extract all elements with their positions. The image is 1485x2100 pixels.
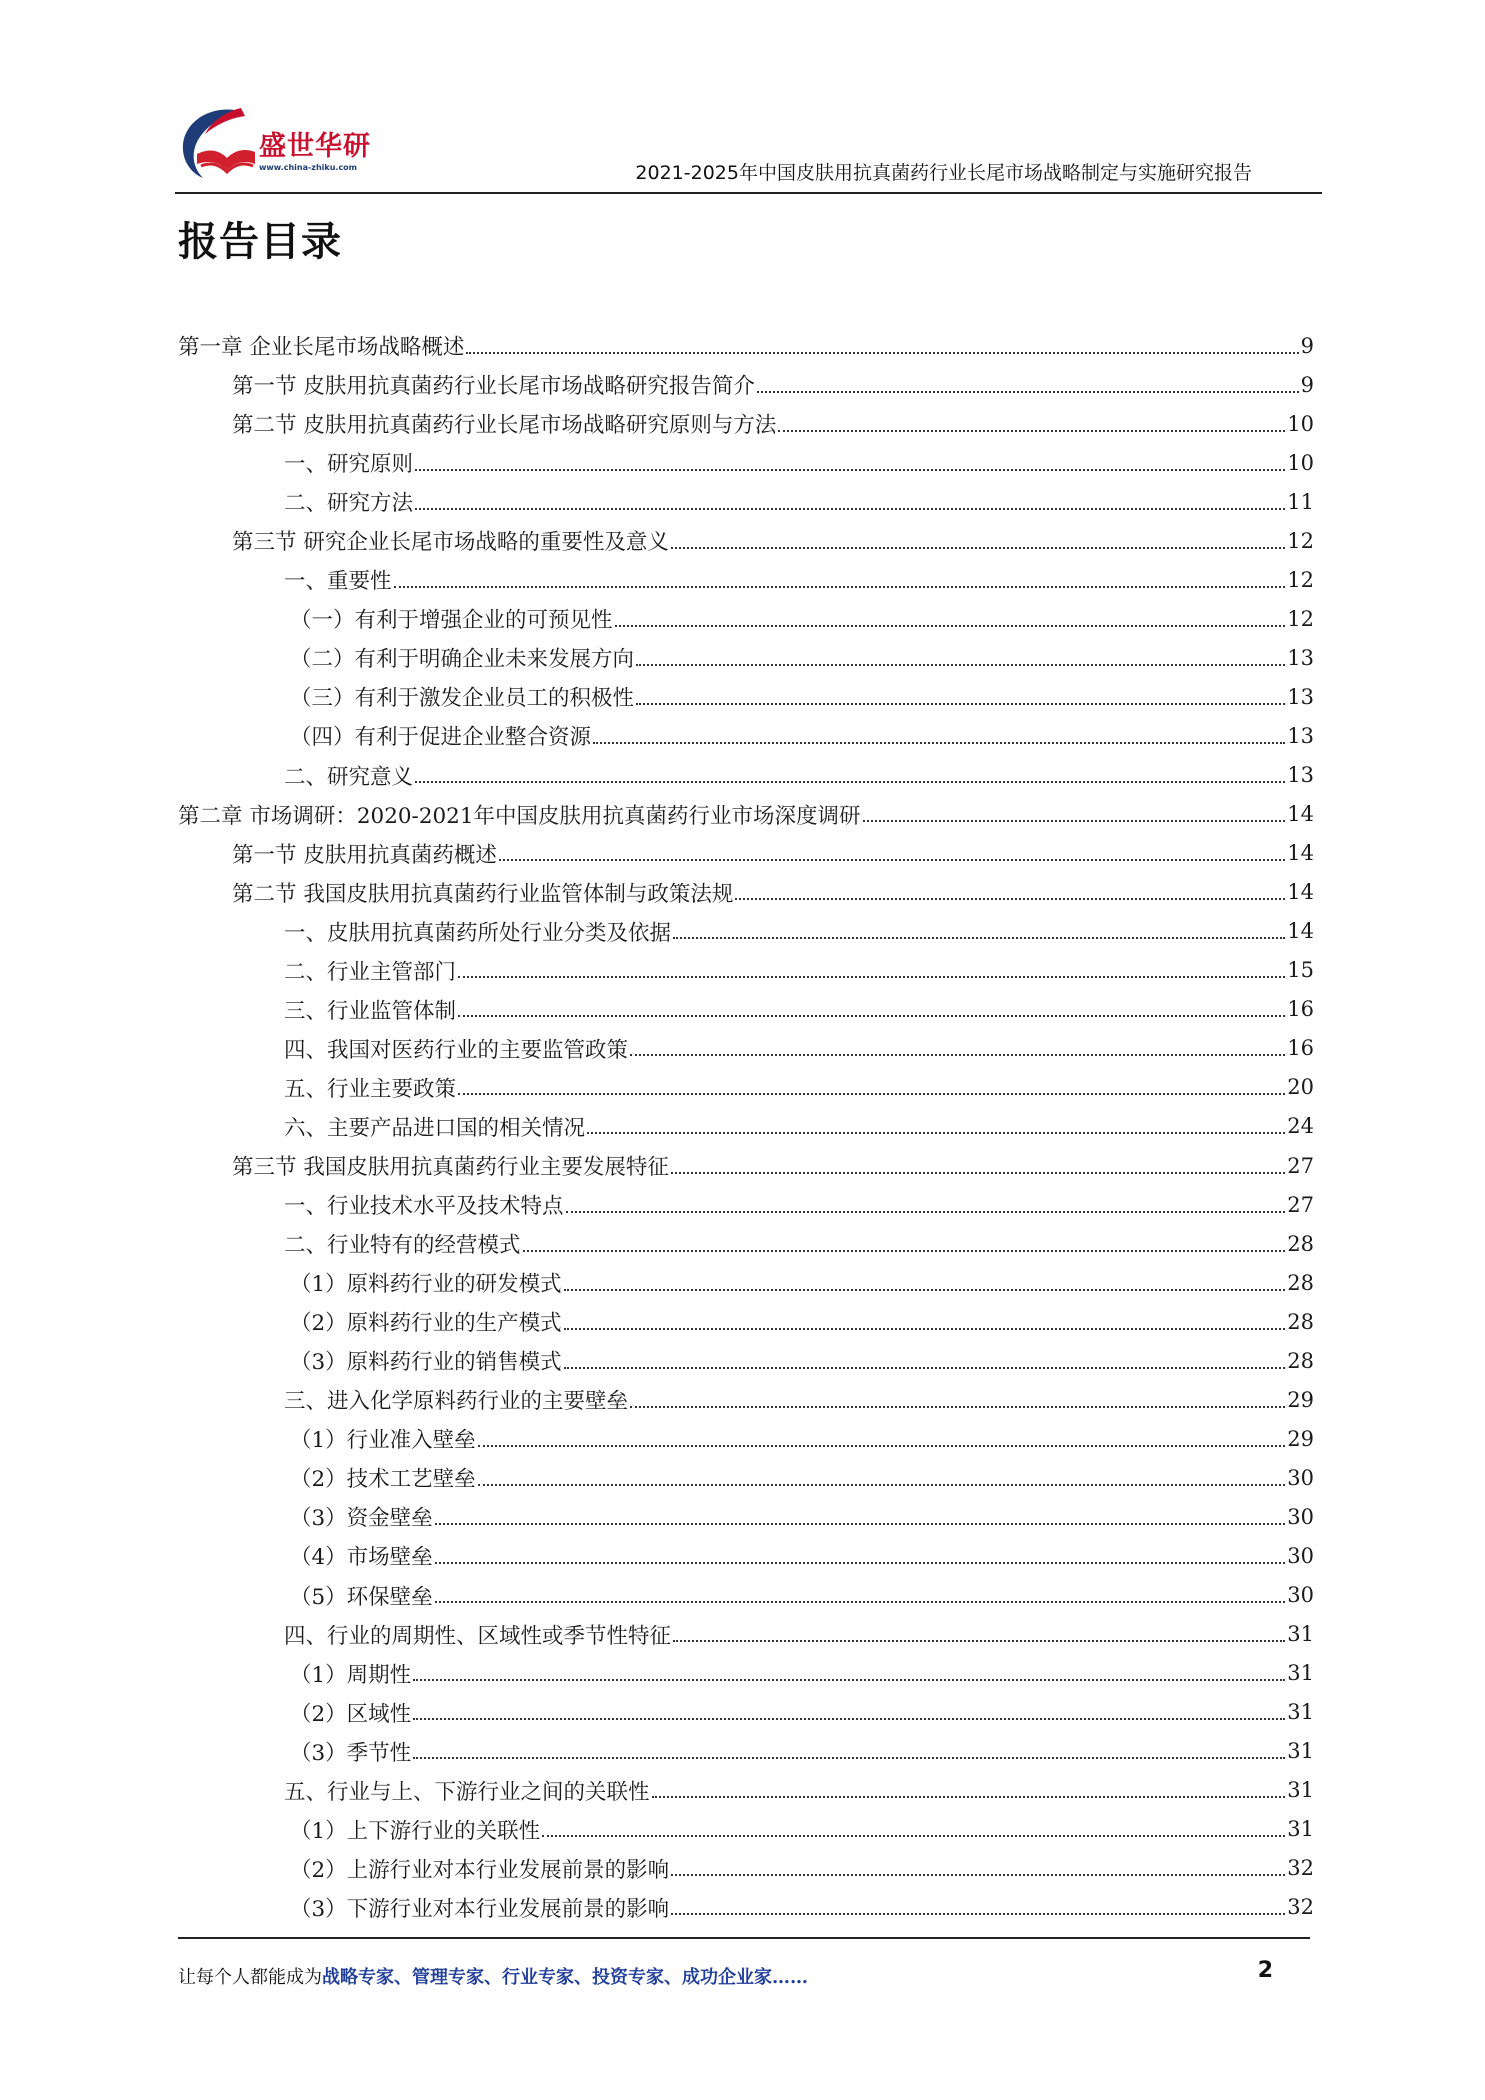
toc-entry-label: （4）市场壁垒 <box>290 1545 433 1571</box>
toc-entry[interactable] <box>178 560 1314 599</box>
toc-entry-page: 31 <box>1287 1739 1314 1764</box>
toc-leader-dots <box>615 625 1286 627</box>
toc-entry[interactable] <box>178 1068 1314 1107</box>
toc-entry-label: 二、行业主管部门 <box>284 959 457 985</box>
toc-entry[interactable] <box>178 326 1314 365</box>
toc-entry-page: 14 <box>1287 880 1314 905</box>
toc-entry[interactable] <box>178 873 1314 912</box>
toc-entry-page: 15 <box>1287 958 1314 983</box>
toc-entry-page: 32 <box>1287 1895 1314 1920</box>
toc-leader-dots <box>593 742 1285 744</box>
toc-entry-page: 20 <box>1287 1075 1314 1100</box>
toc-entry[interactable] <box>178 795 1314 834</box>
toc-entry[interactable] <box>178 951 1314 990</box>
toc-entry[interactable] <box>178 443 1314 482</box>
page-header <box>175 100 1322 196</box>
toc-entry-page: 13 <box>1287 645 1314 670</box>
toc-entry-label: 第三节 我国皮肤用抗真菌药行业主要发展特征 <box>232 1155 669 1180</box>
toc-entry-label: 五、行业主要政策 <box>284 1076 457 1102</box>
toc-entry[interactable] <box>178 1576 1314 1615</box>
toc-entry-page: 28 <box>1287 1270 1314 1295</box>
toc-entry-label: 第三节 研究企业长尾市场战略的重要性及意义 <box>232 530 669 556</box>
toc-entry-label: （2）区域性 <box>290 1701 412 1727</box>
toc-entry-page: 30 <box>1287 1543 1314 1568</box>
toc-leader-dots <box>673 1640 1285 1642</box>
toc-entry-label: 第二章 市场调研：2020-2021年中国皮肤用抗真菌药行业市场深度调研 <box>178 803 861 829</box>
toc-leader-dots <box>458 1015 1285 1017</box>
toc-entry-page: 30 <box>1287 1583 1314 1608</box>
toc-leader-dots <box>671 1874 1285 1876</box>
toc-entry-page: 31 <box>1287 1661 1314 1686</box>
toc-entry-page: 12 <box>1287 606 1314 631</box>
toc-entry-label: （3）下游行业对本行业发展前景的影响 <box>290 1896 670 1922</box>
toc-entry[interactable] <box>178 521 1314 560</box>
toc-entry[interactable] <box>178 1732 1314 1771</box>
toc-entry-page: 31 <box>1287 1778 1314 1803</box>
toc-entry-page: 27 <box>1287 1192 1314 1217</box>
toc-entry-label: 六、主要产品进口国的相关情况 <box>284 1115 586 1141</box>
toc-entry-label: 一、研究原则 <box>284 452 414 478</box>
toc-entry[interactable] <box>178 1380 1314 1419</box>
toc-entry[interactable] <box>178 1536 1314 1575</box>
toc-entry-label: （1）行业准入壁垒 <box>290 1428 476 1454</box>
toc-entry-page: 30 <box>1287 1465 1314 1490</box>
toc-leader-dots <box>413 1757 1285 1759</box>
toc-leader-dots <box>478 1484 1286 1486</box>
toc-entry-label: 三、行业监管体制 <box>284 998 457 1024</box>
document-title: 2021-2025年中国皮肤用抗真菌药行业长尾市场战略制定与实施研究报告 <box>635 162 1252 184</box>
toc-leader-dots <box>499 859 1285 861</box>
toc-entry[interactable] <box>178 1146 1314 1185</box>
toc-entry-page: 9 <box>1300 372 1314 397</box>
toc-entry-label: （1）上下游行业的关联性 <box>290 1818 541 1844</box>
toc-entry-page: 11 <box>1287 489 1314 514</box>
toc-entry-label: 第一节 皮肤用抗真菌药行业长尾市场战略研究报告简介 <box>232 374 755 400</box>
toc-leader-dots <box>458 976 1285 978</box>
toc-entry-page: 13 <box>1287 763 1314 788</box>
toc-entry-page: 12 <box>1287 528 1314 553</box>
toc-leader-dots <box>673 937 1285 939</box>
toc-leader-dots <box>415 469 1285 471</box>
toc-entry[interactable] <box>178 834 1314 873</box>
toc-entry[interactable] <box>178 1849 1314 1888</box>
toc-leader-dots <box>630 1054 1285 1056</box>
toc-leader-dots <box>413 1718 1285 1720</box>
toc-entry-page: 12 <box>1287 567 1314 592</box>
toc-entry[interactable] <box>178 404 1314 443</box>
toc-entry-label: 一、重要性 <box>284 569 392 595</box>
toc-entry[interactable] <box>178 1888 1314 1927</box>
toc-entry-page: 28 <box>1287 1348 1314 1373</box>
toc-entry-label: （3）资金壁垒 <box>290 1506 433 1532</box>
toc-entry[interactable] <box>178 1771 1314 1810</box>
toc-entry-label: 五、行业与上、下游行业之间的关联性 <box>284 1779 650 1805</box>
toc-entry[interactable] <box>178 756 1314 795</box>
toc-leader-dots <box>415 508 1285 510</box>
toc-entry[interactable] <box>178 990 1314 1029</box>
toc-entry-page: 14 <box>1287 802 1314 827</box>
toc-leader-dots <box>636 703 1285 705</box>
page-title: 报告目录 <box>178 219 342 265</box>
brand-name: 盛世华研 <box>259 131 371 162</box>
toc-entry-page: 10 <box>1287 450 1314 475</box>
toc-leader-dots <box>735 898 1285 900</box>
toc-entry[interactable] <box>178 1458 1314 1497</box>
toc-entry-page: 29 <box>1287 1426 1314 1451</box>
toc-entry-page: 30 <box>1287 1504 1314 1529</box>
toc-entry-page: 29 <box>1287 1387 1314 1412</box>
toc-leader-dots <box>466 352 1298 354</box>
toc-leader-dots <box>636 664 1285 666</box>
toc-leader-dots <box>671 1913 1285 1915</box>
toc-entry-page: 16 <box>1287 1036 1314 1061</box>
toc-entry-label: 第一章 企业长尾市场战略概述 <box>178 335 465 361</box>
toc-leader-dots <box>415 781 1285 783</box>
toc-entry-label: （二）有利于明确企业未来发展方向 <box>290 647 635 673</box>
toc-entry-label: 二、研究意义 <box>284 764 414 790</box>
toc-entry-page: 28 <box>1287 1309 1314 1334</box>
brand-url: www.china-zhiku.com <box>259 163 358 172</box>
toc-leader-dots <box>478 1445 1286 1447</box>
toc-entry[interactable] <box>178 1419 1314 1458</box>
toc-leader-dots <box>564 1367 1286 1369</box>
toc-entry-label: （2）技术工艺壁垒 <box>290 1467 476 1493</box>
toc-entry[interactable] <box>178 1302 1314 1341</box>
toc-entry-page: 13 <box>1287 684 1314 709</box>
toc-entry[interactable] <box>178 599 1314 638</box>
toc-entry-page: 10 <box>1287 411 1314 436</box>
toc-entry[interactable] <box>178 1810 1314 1849</box>
toc-leader-dots <box>564 1328 1286 1330</box>
toc-leader-dots <box>757 391 1299 393</box>
toc-entry-label: （一）有利于增强企业的可预见性 <box>290 608 613 634</box>
toc-entry-label: （1）周期性 <box>290 1662 412 1688</box>
toc-entry-label: 三、进入化学原料药行业的主要壁垒 <box>284 1389 629 1415</box>
toc-entry[interactable] <box>178 1693 1314 1732</box>
toc-entry-page: 16 <box>1287 997 1314 1022</box>
toc-entry-label: （四）有利于促进企业整合资源 <box>290 725 592 751</box>
toc-leader-dots <box>435 1523 1286 1525</box>
toc-leader-dots <box>566 1211 1286 1213</box>
toc-entry[interactable] <box>178 482 1314 521</box>
toc-entry[interactable] <box>178 1615 1314 1654</box>
toc-entry[interactable] <box>178 677 1314 716</box>
toc-leader-dots <box>435 1601 1286 1603</box>
toc-entry[interactable] <box>178 365 1314 404</box>
toc-entry-label: 一、皮肤用抗真菌药所处行业分类及依据 <box>284 920 672 946</box>
toc-entry[interactable] <box>178 638 1314 677</box>
toc-leader-dots <box>394 586 1286 588</box>
toc-leader-dots <box>587 1132 1285 1134</box>
toc-entry-label: 二、行业特有的经营模式 <box>284 1233 521 1259</box>
toc-entry-page: 31 <box>1287 1622 1314 1647</box>
toc-entry[interactable] <box>178 1263 1314 1302</box>
toc-entry-page: 28 <box>1287 1231 1314 1256</box>
page-number: 2 <box>1257 1958 1273 1983</box>
toc-leader-dots <box>458 1093 1285 1095</box>
toc-entry-label: 第一节 皮肤用抗真菌药概述 <box>232 842 497 868</box>
toc-leader-dots <box>671 547 1285 549</box>
toc-leader-dots <box>652 1796 1286 1798</box>
toc-entry[interactable] <box>178 1029 1314 1068</box>
toc-entry-label: （3）季节性 <box>290 1740 412 1766</box>
toc-entry-label: 一、行业技术水平及技术特点 <box>284 1194 564 1220</box>
table-of-contents <box>178 326 1314 1927</box>
company-logo <box>175 100 405 186</box>
toc-entry-label: （2）上游行业对本行业发展前景的影响 <box>290 1857 670 1883</box>
toc-entry[interactable] <box>178 1654 1314 1693</box>
toc-leader-dots <box>630 1406 1285 1408</box>
toc-entry[interactable] <box>178 1341 1314 1380</box>
toc-entry-page: 32 <box>1287 1856 1314 1881</box>
toc-entry[interactable] <box>178 1497 1314 1536</box>
toc-entry-page: 24 <box>1287 1114 1314 1139</box>
toc-entry-page: 13 <box>1287 723 1314 748</box>
header-divider <box>175 192 1322 194</box>
toc-entry-label: （2）原料药行业的生产模式 <box>290 1311 562 1337</box>
toc-entry-label: （5）环保壁垒 <box>290 1584 433 1610</box>
toc-entry-page: 14 <box>1287 841 1314 866</box>
toc-entry-page: 14 <box>1287 919 1314 944</box>
toc-entry[interactable] <box>178 716 1314 755</box>
toc-entry-label: 四、我国对医药行业的主要监管政策 <box>284 1037 629 1063</box>
toc-entry-label: 四、行业的周期性、区域性或季节性特征 <box>284 1623 672 1649</box>
toc-leader-dots <box>863 820 1286 822</box>
toc-leader-dots <box>435 1562 1286 1564</box>
toc-entry[interactable] <box>178 1224 1314 1263</box>
logo-emblem-icon <box>175 104 257 184</box>
toc-entry-page: 31 <box>1287 1700 1314 1725</box>
toc-entry-label: 二、研究方法 <box>284 491 414 517</box>
toc-leader-dots <box>523 1250 1286 1252</box>
toc-entry[interactable] <box>178 1107 1314 1146</box>
toc-entry-label: 第二节 我国皮肤用抗真菌药行业监管体制与政策法规 <box>232 881 734 907</box>
toc-entry-label: （三）有利于激发企业员工的积极性 <box>290 686 635 712</box>
toc-leader-dots <box>413 1679 1285 1681</box>
toc-entry-label: 第二节 皮肤用抗真菌药行业长尾市场战略研究原则与方法 <box>232 413 777 439</box>
toc-leader-dots <box>778 430 1285 432</box>
footer-divider <box>178 1937 1310 1939</box>
toc-entry-page: 31 <box>1287 1817 1314 1842</box>
toc-entry-label: （1）原料药行业的研发模式 <box>290 1272 562 1298</box>
toc-entry-page: 27 <box>1287 1153 1314 1178</box>
toc-leader-dots <box>671 1172 1285 1174</box>
toc-entry-label: （3）原料药行业的销售模式 <box>290 1350 562 1376</box>
toc-leader-dots <box>542 1835 1285 1837</box>
footer-slogan-highlight: 战略专家、管理专家、行业专家、投资专家、成功企业家…… <box>322 1967 808 1988</box>
toc-entry[interactable] <box>178 1185 1314 1224</box>
toc-entry[interactable] <box>178 912 1314 951</box>
toc-entry-page: 9 <box>1300 333 1314 358</box>
footer-slogan <box>178 1963 808 1989</box>
footer-slogan-prefix: 让每个人都能成为 <box>178 1967 322 1988</box>
toc-leader-dots <box>564 1289 1286 1291</box>
